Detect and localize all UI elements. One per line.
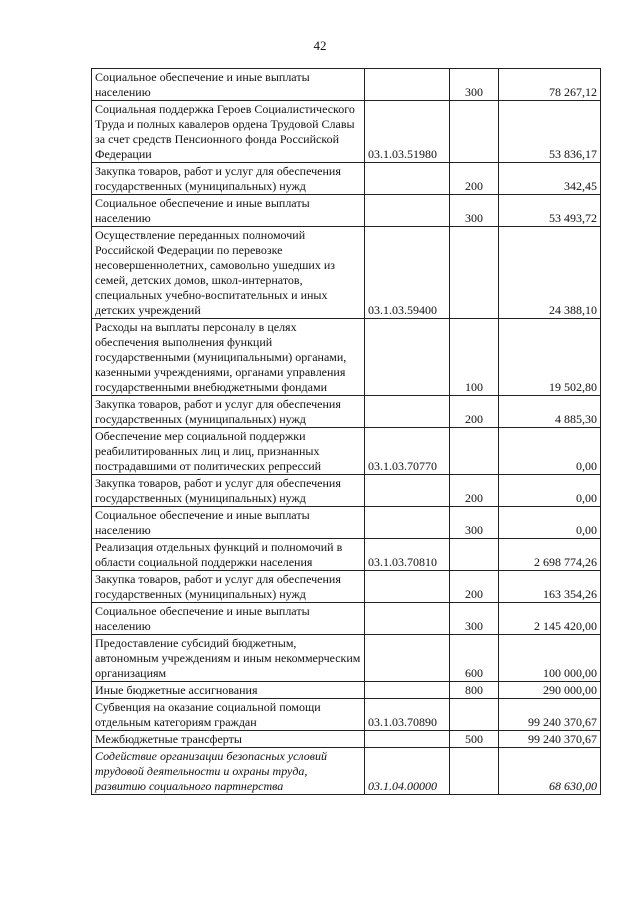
cell-sum: 290 000,00 (499, 682, 601, 699)
cell-sum: 0,00 (499, 475, 601, 507)
cell-name: Социальное обеспечение и иные выплаты населению (92, 603, 365, 635)
cell-code: 03.1.03.51980 (365, 101, 450, 163)
table-row (92, 682, 601, 699)
table-row (92, 227, 601, 319)
cell-name: Социальное обеспечение и иные выплаты населению (92, 507, 365, 539)
cell-sum: 68 630,00 (499, 748, 601, 795)
cell-code (365, 571, 450, 603)
cell-code (365, 319, 450, 396)
cell-name: Осуществление переданных полномочий Российской Федерации по перевозке несовершеннолетних, самовольно ушедших из семей, детских домов, школ-интернатов, специальных учебно-воспитательных и иных детских учреждений (92, 227, 365, 319)
cell-type: 300 (450, 507, 499, 539)
table-row (92, 428, 601, 475)
cell-sum: 53 493,72 (499, 195, 601, 227)
cell-code (365, 682, 450, 699)
cell-name: Социальное обеспечение и иные выплаты населению (92, 195, 365, 227)
cell-type: 800 (450, 682, 499, 699)
cell-code (365, 396, 450, 428)
cell-type (450, 748, 499, 795)
page-number: 42 (313, 38, 327, 53)
budget-table (91, 68, 601, 795)
cell-type (450, 539, 499, 571)
table-row (92, 475, 601, 507)
table-row (92, 101, 601, 163)
table-row (92, 319, 601, 396)
cell-sum: 19 502,80 (499, 319, 601, 396)
table-row (92, 748, 601, 795)
cell-code (365, 475, 450, 507)
table-row (92, 539, 601, 571)
cell-sum: 99 240 370,67 (499, 731, 601, 748)
cell-code (365, 507, 450, 539)
cell-sum: 163 354,26 (499, 571, 601, 603)
cell-name: Предоставление субсидий бюджетным, автономным учреждениям и иным некоммерческим организациям (92, 635, 365, 682)
table-row (92, 396, 601, 428)
cell-sum: 2 145 420,00 (499, 603, 601, 635)
cell-type: 300 (450, 603, 499, 635)
cell-type: 500 (450, 731, 499, 748)
table-row (92, 163, 601, 195)
table-row (92, 69, 601, 101)
cell-type (450, 428, 499, 475)
cell-name: Закупка товаров, работ и услуг для обеспечения государственных (муниципальных) нужд (92, 571, 365, 603)
cell-type (450, 699, 499, 731)
cell-code (365, 69, 450, 101)
cell-type: 200 (450, 475, 499, 507)
cell-name: Субвенция на оказание социальной помощи отдельным категориям граждан (92, 699, 365, 731)
cell-name: Расходы на выплаты персоналу в целях обеспечения выполнения функций государственными (муниципальными) органами, казенными учреждениями, органами управления государственными внебюджетными фондами (92, 319, 365, 396)
table-row (92, 603, 601, 635)
cell-type: 600 (450, 635, 499, 682)
cell-sum: 53 836,17 (499, 101, 601, 163)
cell-sum: 100 000,00 (499, 635, 601, 682)
table-row (92, 571, 601, 603)
cell-code: 03.1.03.70810 (365, 539, 450, 571)
cell-type: 300 (450, 69, 499, 101)
cell-sum: 0,00 (499, 428, 601, 475)
cell-name: Закупка товаров, работ и услуг для обеспечения государственных (муниципальных) нужд (92, 396, 365, 428)
cell-type: 200 (450, 571, 499, 603)
cell-code (365, 603, 450, 635)
cell-name: Социальная поддержка Героев Социалистического Труда и полных кавалеров ордена Трудовой Славы за счет средств Пенсионного фонда Российской Федерации (92, 101, 365, 163)
table-row (92, 731, 601, 748)
cell-type (450, 101, 499, 163)
cell-code: 03.1.04.00000 (365, 748, 450, 795)
cell-name: Иные бюджетные ассигнования (92, 682, 365, 699)
cell-sum: 0,00 (499, 507, 601, 539)
cell-code (365, 163, 450, 195)
cell-code (365, 635, 450, 682)
cell-name: Социальное обеспечение и иные выплаты населению (92, 69, 365, 101)
cell-type: 200 (450, 163, 499, 195)
table-row (92, 195, 601, 227)
cell-type: 100 (450, 319, 499, 396)
cell-sum: 78 267,12 (499, 69, 601, 101)
cell-type: 200 (450, 396, 499, 428)
cell-sum: 24 388,10 (499, 227, 601, 319)
table-row (92, 635, 601, 682)
cell-code: 03.1.03.70890 (365, 699, 450, 731)
cell-code (365, 731, 450, 748)
cell-sum: 4 885,30 (499, 396, 601, 428)
cell-name: Реализация отдельных функций и полномочий в области социальной поддержки населения (92, 539, 365, 571)
cell-type (450, 227, 499, 319)
budget-table-body (92, 69, 601, 795)
cell-name: Содействие организации безопасных условий трудовой деятельности и охраны труда, развитию социального партнерства (92, 748, 365, 795)
cell-type: 300 (450, 195, 499, 227)
cell-sum: 2 698 774,26 (499, 539, 601, 571)
table-row (92, 507, 601, 539)
cell-name: Закупка товаров, работ и услуг для обеспечения государственных (муниципальных) нужд (92, 163, 365, 195)
cell-sum: 342,45 (499, 163, 601, 195)
cell-code: 03.1.03.59400 (365, 227, 450, 319)
cell-name: Обеспечение мер социальной поддержки реабилитированных лиц и лиц, признанных пострадавшими от политических репрессий (92, 428, 365, 475)
cell-code: 03.1.03.70770 (365, 428, 450, 475)
cell-sum: 99 240 370,67 (499, 699, 601, 731)
cell-name: Межбюджетные трансферты (92, 731, 365, 748)
table-row (92, 699, 601, 731)
cell-name: Закупка товаров, работ и услуг для обеспечения государственных (муниципальных) нужд (92, 475, 365, 507)
cell-code (365, 195, 450, 227)
